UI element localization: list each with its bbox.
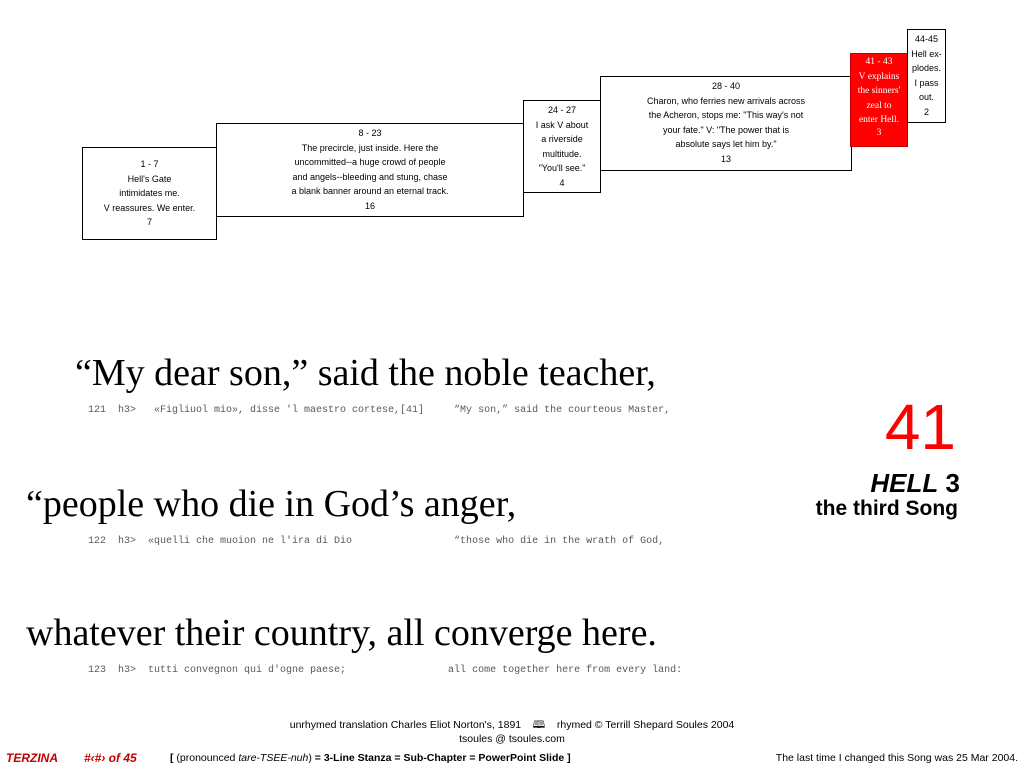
book-icon: 🕮: [532, 719, 546, 731]
contact-email[interactable]: tsoules @ tsoules.com: [459, 733, 565, 745]
step-8-23: 8 - 23 The precircle, just inside. Here the uncommitted--a huge crowd of people and angels--bleeding and stung, chase a blank banner around an eternal track. 16: [216, 123, 524, 217]
song-label: the third Song: [815, 497, 958, 520]
terzina-label: TERZINA: [6, 751, 58, 765]
last-changed-note: The last time I changed this Song was 25 Mar 2004.: [775, 752, 1018, 764]
translation-credit: unrhymed translation Charles Eliot Norton's, 1891 🕮 rhymed © Terrill Shepard Soules 2004: [289, 719, 735, 731]
slide-counter: #‹#› of 45: [84, 751, 137, 765]
terzina-definition: [ (pronounced tare-TSEE-nuh) = 3-Line Stanza = Sub-Chapter = PowerPoint Slide ]: [170, 752, 571, 764]
canto-number: 3: [945, 468, 960, 498]
step-1-7: 1 - 7 Hell's Gate intimidates me. V reassures. We enter. 7: [82, 147, 217, 240]
step-line-count: 13: [720, 153, 731, 164]
verse-line-2: “people who die in God’s anger,: [26, 483, 517, 525]
verse-line-1: “My dear son,” said the noble teacher,: [75, 352, 656, 394]
step-line-count: 2: [923, 106, 929, 117]
footer-bar: [0, 749, 1024, 767]
step-28-40: 28 - 40 Charon, who ferries new arrivals across the Acheron, stops me: "This way's not your fate." V: "The power that is absolute says let him by." 13: [600, 76, 852, 171]
step-line-count: 16: [364, 200, 375, 211]
italian-line-123: 123 h3> tutti convegnon qui d'ogne paese; all come together here from every land:: [88, 665, 683, 676]
canto-word: HELL: [870, 468, 939, 498]
step-line-count: 3: [876, 127, 882, 138]
italian-line-122: 122 h3> «quelli che muoion ne l'ira di Dio “those who die in the wrath of God,: [88, 536, 665, 547]
verse-line-3: whatever their country, all converge here.: [26, 612, 657, 654]
step-41-43-current: 41 - 43 V explains the sinners' zeal to enter Hell. 3: [850, 53, 908, 147]
italian-line-121: 121 h3> «Figliuol mio», disse 'l maestro cortese,[41] “My son,” said the courteous Master,: [88, 405, 671, 416]
step-44-45: 44-45 Hell ex- plodes. I pass out. 2: [907, 29, 946, 123]
step-line-count: 7: [146, 217, 152, 227]
step-line-count: 4: [559, 177, 565, 188]
step-24-27: 24 - 27 I ask V about a riverside multitude. "You'll see." 4: [523, 100, 601, 193]
slide-number: 41: [884, 391, 956, 463]
canto-title: [870, 468, 960, 498]
